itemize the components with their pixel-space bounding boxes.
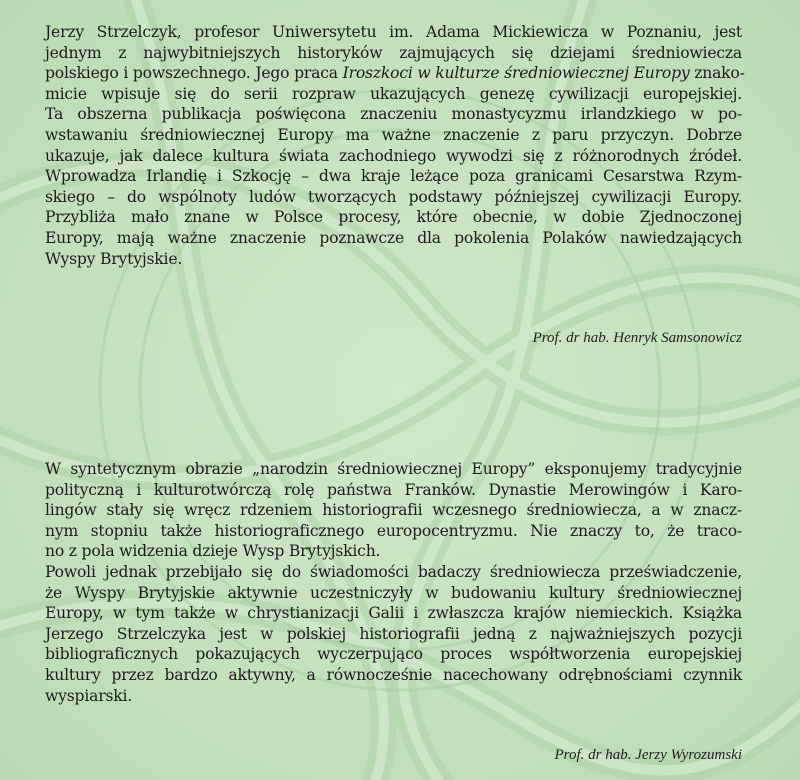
review-paragraph-wyrozumski <box>45 459 742 706</box>
signature-samsonowicz: Prof. dr hab. Henryk Samsonowicz <box>532 330 742 346</box>
text-line: Wyspy Brytyjskie. <box>45 249 183 268</box>
text-line: że Wyspy Brytyjskie aktywnie uczestniczyły w budowaniu kultury średniowiecznej <box>45 583 742 602</box>
text-line: ukazuje, jak dalece kultura świata zachodniego wywodzi się z różnorodnych źródeł. <box>45 146 742 165</box>
text-line: Powoli jednak przebijało się do świadomości badaczy średniowiecza przeświadczenie, <box>45 562 742 581</box>
text-line: jednym z najwybitniejszych historyków zajmujących się dziejami średniowiecza <box>45 43 742 62</box>
text-line: polityczną i kulturotwórczą rolę państwa Franków. Dynastie Merowingów i Karo- <box>45 480 742 499</box>
text-line: Przybliża mało znane w Polsce procesy, które obecnie, w dobie Zjednoczonej <box>45 208 742 227</box>
text-line: Europy, mają ważne znaczenie poznawcze dla pokolenia Polaków nawiedzających <box>45 228 742 247</box>
text-line: bibliograficznych pokazujących wyczerpująco proces współtworzenia europejskiej <box>45 645 742 664</box>
review-paragraph-samsonowicz <box>45 22 745 269</box>
text-line: nym stopniu także historiograficznego europocentryzmu. Nie znaczy to, że traco- <box>45 521 742 540</box>
book-title: Iroszkoci w kulturze średniowiecznej Europy <box>342 64 690 83</box>
text-line: no z pola widzenia dzieje Wysp Brytyjskich. <box>45 542 381 561</box>
text-line: Ta obszerna publikacja poświęcona znaczeniu monastycyzmu irlandzkiego w po- <box>45 105 742 124</box>
text-fragment: znako- <box>689 64 745 83</box>
text-line: W syntetycznym obrazie „narodzin średniowiecznej Europy” eksponujemy tradycyjnie <box>45 460 742 478</box>
text-line: wyspiarski. <box>45 686 133 705</box>
text-line: Jerzego Strzelczyka jest w polskiej historiografii jedną z najważniejszych pozycji <box>45 624 742 643</box>
text-fragment: polskiego i powszechnego. Jego praca <box>45 64 343 83</box>
text-line: Wprowadza Irlandię i Szkocję – dwa kraje leżące poza granicami Cesarstwa Rzym- <box>45 167 742 186</box>
text-line: Jerzy Strzelczyk, profesor Uniwersytetu im. Adama Mickiewicza w Poznaniu, jest <box>45 23 742 41</box>
text-line: Europy, w tym także w chrystianizacji Galii i zwłaszcza krajów niemieckich. Książka <box>45 604 742 623</box>
text-line: kultury przez bardzo aktywny, a równocześnie nacechowany odrębnościami czynnik <box>45 665 742 684</box>
text-line: micie wpisuje się do serii rozpraw ukazujących genezę cywilizacji europejskiej. <box>45 84 742 103</box>
text-line: wstawaniu średniowiecznej Europy ma ważne znaczenie z paru przyczyn. Dobrze <box>45 125 742 144</box>
text-line: skiego – do wspólnoty ludów tworzących podstawy późniejszej cywilizacji Europy. <box>45 187 742 206</box>
text-line: lingów stały się wręcz rdzeniem historiografii wczesnego średniowiecza, a w znacz- <box>45 501 742 520</box>
signature-wyrozumski: Prof. dr hab. Jerzy Wyrozumski <box>554 747 742 763</box>
text-line-with-book-title <box>45 63 745 84</box>
